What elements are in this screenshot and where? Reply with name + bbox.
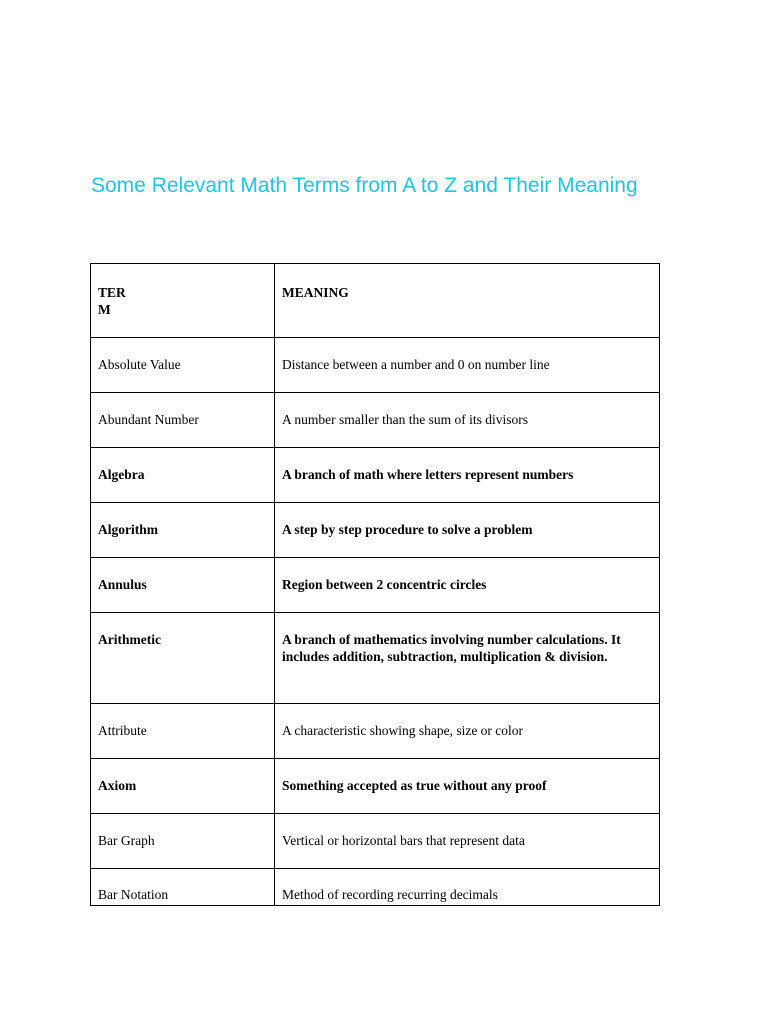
table-row [91,869,660,906]
term-cell: Axiom [91,759,275,814]
table-row [91,393,660,448]
table-row [91,448,660,503]
table-row [91,558,660,613]
table-row [91,613,660,704]
header-term-line1: TER [98,285,126,300]
table-row [91,338,660,393]
header-meaning: MEANING [275,264,660,338]
header-term [91,264,275,338]
table-row [91,814,660,869]
term-cell: Algorithm [91,503,275,558]
meaning-cell: Distance between a number and 0 on number line [275,338,660,393]
document-title: Some Relevant Math Terms from A to Z and Their Meaning [91,174,638,197]
meaning-cell: A branch of math where letters represent numbers [275,448,660,503]
meaning-cell: Vertical or horizontal bars that represent data [275,814,660,869]
meaning-cell: A step by step procedure to solve a problem [275,503,660,558]
meaning-cell: Region between 2 concentric circles [275,558,660,613]
header-term-line2: M [98,302,111,317]
term-cell: Bar Notation [91,869,275,906]
table-row [91,704,660,759]
table-row [91,503,660,558]
table-header-row [91,264,660,338]
term-cell: Annulus [91,558,275,613]
meaning-cell: A characteristic showing shape, size or color [275,704,660,759]
meaning-cell: A branch of mathematics involving number calculations. It includes addition, subtraction, multiplication & division. [275,613,660,704]
term-cell: Absolute Value [91,338,275,393]
meaning-cell: A number smaller than the sum of its divisors [275,393,660,448]
meaning-cell: Method of recording recurring decimals [275,869,660,906]
term-cell: Abundant Number [91,393,275,448]
table-row [91,759,660,814]
meaning-cell: Something accepted as true without any proof [275,759,660,814]
math-terms-table [90,263,660,906]
term-cell: Arithmetic [91,613,275,704]
term-cell: Bar Graph [91,814,275,869]
term-cell: Algebra [91,448,275,503]
term-cell: Attribute [91,704,275,759]
